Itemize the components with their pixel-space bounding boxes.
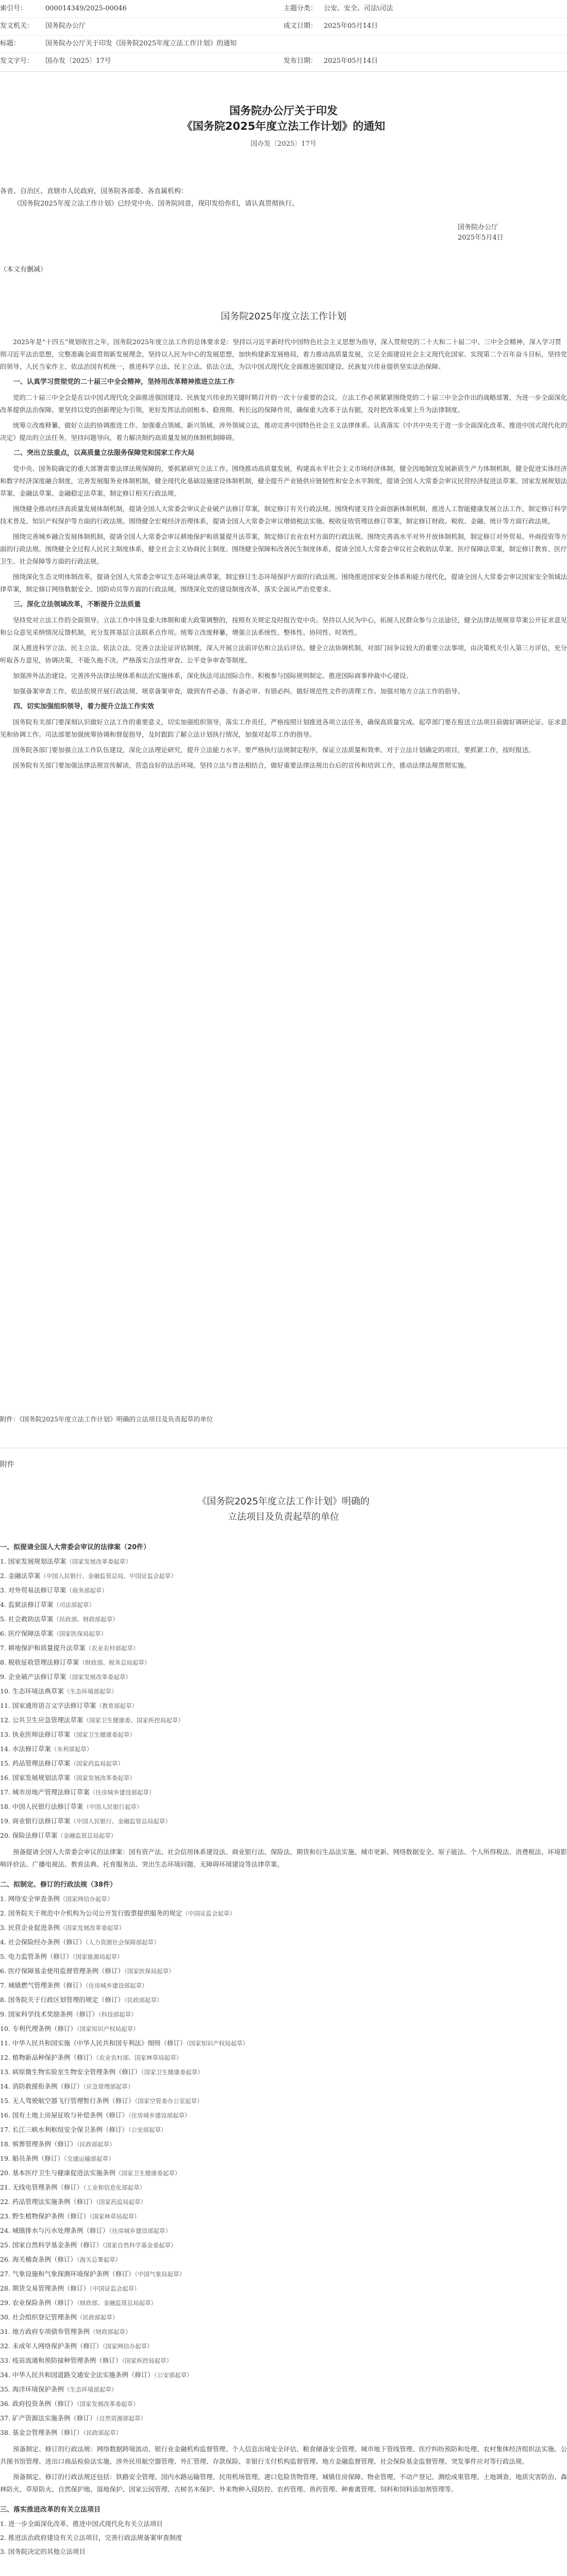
notice-signer: 国务院办公厅 [458,224,498,231]
annex-item-title: 27. 气象设施和气象探测环境保护条例（修订） [0,2270,135,2278]
annex-item-title: 2. 推进法治政府建设有关立法项目，完善行政法规备案审查制度 [0,2534,182,2541]
annex-item-drafter: （中国证监会起草） [89,2285,140,2292]
annex-item-drafter: （民政部、财政部起草） [53,1616,119,1623]
annex-item-title: 35. 海洋环境保护条例 [0,2385,64,2393]
notice-title [0,103,567,134]
notice-text: 《国务院2025年度立法工作计划》已经党中央、国务院同意，现印发给你们，请认真贯彻执行。 [13,200,299,208]
annex-item-drafter: （财政部起草） [89,2328,131,2335]
annex-item-title: 34. 中华人民共和国道路交通安全法实施条例（修订） [0,2371,154,2379]
annex-list-item [0,1554,567,1569]
plan-intro: 2025年是“十四五”规划收官之年，国务院2025年度立法工作的总体要求是：坚持以习近平新时代中国特色社会主义思想为指导，深入贯彻党的二十大和二十届二中、三中全会精神，深入学习贯彻习近平法治思想，完整准确全面贯彻新发展理念，坚持以人民为中心的发展思想，加快构建新发展格局，着力推动高质量发展，立足全面建设社会主义现代化国家、实现第二个百年奋斗目标，坚持党的领导、人民当家作主、依法治国有机统一，推进科学立法、民主立法、依法立法，为以中国式现代化全面推进强国建设、民族复兴伟业提供坚实法治保障。 [0,338,567,370]
annex-list-item [0,2238,567,2252]
plan-body [0,336,567,775]
docno-value: 国办发〔2025〕17号 [45,57,111,65]
annex-item-drafter: （国家疾控局起草） [122,2357,173,2364]
annex-list-item [0,2094,567,2108]
annex-item-drafter: （民政部起草） [76,2141,115,2148]
annex-item-drafter: （海关总署起草） [76,2256,122,2263]
annex-item-title: 10. 生态环境法典草案 [0,1687,64,1695]
annex-item-title: 17. 长江三峡水利枢纽安全保卫条例（修订） [0,2126,128,2133]
notice-body [0,185,567,210]
annex-list-item [0,1699,567,1713]
annex-item-drafter: （金融监管总局起草） [57,1832,117,1839]
annex-group-heading: 三、落实推进改革的有关立法项目 [0,2506,101,2514]
annex-list-item [0,2339,567,2353]
annex-list-item [0,2368,567,2382]
annex-item-title: 28. 期货交易管理条例（修订） [0,2284,90,2292]
section-2-text-4: 围绕深化生态文明体制改革，提请全国人大常委会审议生态环境法典草案，制定修订生态环境保护方面的行政法规。围绕推进国家安全体系和能力现代化，提请全国人大常委会审议国家安全领域法律草案，制定修订网络数据安全、国防动员等方面的行政法规。围绕深化党的建设制度改革，落实全面从严治党要求。 [0,573,567,593]
annex-item-title: 19. 商业银行法修订草案 [0,1817,71,1825]
annex-item-drafter: （国家自然科学基金委起草） [102,2242,177,2249]
annex-list-item [0,1569,567,1583]
annex-item-drafter: （中国证监会起草） [182,1910,236,1917]
annex-item-title: 19. 船员条例（修订） [0,2155,64,2162]
annex-list-item [0,1727,567,1742]
annex-item-drafter: （自然资源部起草） [96,2415,147,2422]
section-3-text-2: 深入推进科学立法、民主立法、依法立法。完善立法论证评估制度，深入开展立法前评估和立法后评估。健全立法协调机制，对部门间争议较大的重要立法事项，由决策机关引入第三方评估，充分听取各方意见，协调决策，不能久拖不决。严格落实合法性审查、公平竞争审查等制度。 [0,644,567,664]
annex-item-drafter: （民政部起草） [83,2429,122,2436]
annex-list-item [0,2108,567,2123]
notice-addressee: 各省、自治区、直辖市人民政府，国务院各部委、各直属机构： [0,188,188,195]
annex-item-drafter: （民政部起草） [76,2314,119,2321]
annex-item-drafter: （民政部起草） [124,1996,163,2004]
annex-list-item [0,2007,567,2022]
annex-item-title: 4. 社会保险经办条例（修订） [0,1938,86,1946]
annex-item-drafter: （生态环境部起草） [63,1688,118,1695]
attachment-link[interactable]: 附件：《国务院2025年度立法工作计划》明确的立法项目及负责起草的单位 [0,1415,213,1423]
annex-list-item [0,2050,567,2065]
section-2-heading: 二、突出立法重点，以高质量立法服务保障党和国家工作大局 [13,449,195,457]
annex-group-note: 预备制定、修订的行政法规还包括：铁路安全管理、国内水路运输管理、民用机场管理、港口危险货物管理、城镇住房保障、物业管理、不动产登记、测绘成果管理、土地调查、地质灾害防治、森林防火、草原防火、自然保护地、湿地保护、国家公园管理、古树名木保护、外来物种入侵防控、农药管理、兽药管理、种畜禽管理、饲料和饲料添加剂管理等。 [0,2473,567,2493]
annex-list-item [0,2325,567,2339]
annex-item-drafter: （住房城乡建设部起草） [85,1982,148,1989]
annex-item-title: 30. 社会组织登记管理条例 [0,2313,77,2321]
annex-item-title: 13. 执业医师法修订草案 [0,1731,71,1738]
annex-item-title: 20. 保险法修订草案 [0,1832,58,1839]
annex-item-title: 21. 无线电管理条例（修订） [0,2183,84,2191]
section-1-text: 党的二十届三中全会是在以中国式现代化全面推进强国建设、民族复兴伟业的关键时期召开的一次十分重要的会议。立法工作必须紧紧围绕党的二十届三中全会作出的战略部署，为进一步全面深化改革提供法治保障。要坚持以党的创新理论为引领，更好发挥法治固根本、稳预期、利长远的保障作用，确保重大改革于法有据，及时把改革成果上升为法律制度。 [0,394,567,414]
annex-list-item [0,2123,567,2137]
annex-title-line-1: 《国务院2025年度立法工作计划》明确的 [197,1496,370,1507]
document-metadata [0,0,567,72]
date-label: 成文日期： [284,22,318,30]
annex-item-drafter: （教育部起草） [96,1702,138,1709]
annex-item-drafter: （国家医保局起草） [124,1968,175,1975]
annex-list-item [0,2180,567,2195]
annex-item-drafter: （国家知识产权局起草） [186,2040,249,2047]
annex-list-item [0,2310,567,2325]
annex-item-drafter: （水利部起草） [51,1745,93,1753]
annex-item-drafter: （住房城乡建设部起草） [128,2112,191,2119]
annex-item-title: 14. 水法修订草案 [0,1745,51,1753]
annex-list-item [0,1935,567,1950]
annex-list-item [0,1814,567,1828]
annex-item-title: 7. 耕地保护和质量提升法草案 [0,1644,86,1652]
annex-item-title: 12. 公共卫生应急管理法草案 [0,1716,84,1724]
annex-group-heading: 一、拟提请全国人大常委会审议的法律案（20件） [0,1544,151,1551]
annex-item-title: 2. 金融法草案 [0,1572,41,1580]
annex-item-drafter: （农业农村部起草） [85,1645,139,1652]
section-1-heading: 一、认真学习贯彻党的二十届三中全会精神，坚持用改革精神推进立法工作 [13,378,235,386]
annex-item-title: 1. 进一步全面深化改革、推进中国式现代化有关立法项目 [0,2520,163,2528]
annex-item-drafter: （财政部、税务总局起草） [79,1659,151,1666]
annex-list-item [0,1964,567,1978]
annex-list-item [0,1598,567,1612]
annex-item-title: 3. 民营企业促进条例 [0,1924,60,1931]
annex-list-item [0,1785,567,1800]
annex-item-title: 31. 地方政府专项债券管理条例 [0,2328,90,2335]
section-1-text-2: 统筹立改废释纂，做好立法的协调推进工作。加强重点领域、新兴领域、涉外领域立法，推动完善中国特色社会主义法律体系。认真落实《中共中央关于进一步全面深化改革、推进中国式现代化的决定》提出的立法任务，坚持问题导向，着力解决制约高质量发展的体制机制障碍。 [0,421,567,442]
annex-item-drafter: （国家卫生健康委起草） [115,2170,181,2177]
annex-item-drafter: （国家卫生健康委起草） [70,1731,136,1738]
annex-item-title: 1. 国家发展规划法草案 [0,1557,66,1565]
meta-row-4 [0,53,567,70]
annex-list-item [0,2252,567,2267]
annex-item-title: 7. 城镇燃气管理条例（修订） [0,1981,86,1989]
section-4-heading: 四、切实加强组织领导，着力提升立法工作实效 [13,703,155,710]
annex-item-title: 13. 病原微生物实验室生物安全管理条例（修订） [0,2068,141,2076]
section-4-text-3: 国务院有关部门要加强法律法规宣传解读，营造良好的法治环境。坚持立法与普法相结合，做好重要法律法规出台后的宣传和培训工作，推动法律法规贯彻实施。 [13,761,471,769]
annex-list-item [0,2022,567,2036]
notice-signature [458,223,504,243]
annex-item-title: 16. 国家发展规划法草案 [0,1774,71,1782]
public-note: （本文有删减） [0,266,47,274]
annex-item-title: 32. 未成年人网络保护条例（修订） [0,2342,103,2350]
annex-item-drafter: （公安部起草） [128,2126,167,2133]
annex-item-drafter: （科技部起草） [98,2011,137,2018]
annex-item-drafter: （人力资源社会保障部起草） [85,1939,160,1946]
annex-item-drafter: （工业和信息化部起草） [83,2184,146,2191]
annex-list-item [0,2411,567,2426]
annex-item-drafter: （国家药监局起草） [96,2198,147,2206]
annex-item-drafter: （国家发展改革委起草） [66,1673,131,1681]
annex-item-drafter: （国家医保局起草） [53,1630,107,1637]
annex-list-item [0,1828,567,1843]
annex-item-drafter: （司法部起草） [53,1601,95,1608]
annex-list-item [0,2137,567,2151]
notice-title-line-2: 《国务院2025年度立法工作计划》的通知 [181,120,386,132]
annex-item-title: 4. 监狱法修订草案 [0,1601,54,1608]
index-value: 000014349/2025-00046 [45,5,127,12]
annex-item-title: 29. 农业保险条例（修订） [0,2299,77,2307]
title-value: 国务院办公厅关于印发《国务院2025年度立法工作计划》的通知 [45,40,237,47]
annex-item-title: 38. 基金会管理条例（修订） [0,2429,84,2436]
annex-list-item [0,2382,567,2397]
annex-list-item [0,1641,567,1655]
annex-list-item [0,2296,567,2310]
annex-item-drafter: （公安部起草） [154,2371,193,2379]
annex-list-item [0,2036,567,2050]
annex-item-title: 8. 税收征收管理法修订草案 [0,1658,79,1666]
annex-item-drafter: （交通运输部起草） [63,2155,114,2162]
section-2-text: 党中央、国务院确定的重大部署需要法律法规保障的，要抓紧研究立法工作。围绕推动高质量发展，构建高水平社会主义市场经济体制，健全因地制宜发展新质生产力体制机制，健全促进实体经济和数字经济深度融合制度，完善发展服务业体制机制，健全现代化基础设施建设体制机制，健全提升产业链供应链韧性和安全水平制度，提请全国人大常委会审议民营经济促进法草案、国家发展规划法草案、金融法草案、金融稳定法草案，制定修订相关行政法规。 [0,465,567,497]
annex-item-title: 2. 国务院关于规范中介机构为公司公开发行股票提供服务的规定 [0,1909,182,1917]
section-2-text-2: 围绕健全推动经济高质量发展体制机制，提请全国人大常委会审议企业破产法修订草案，制定修订有关行政法规。围绕构建支持全面创新体制机制，推进人工智能健康发展立法工作，制定修订科学技术普及、知识产权保护等方面的行政法规。围绕健全宏观经济治理体系，提请全国人大常委会审议增值税法实施、税收征收管理法修订草案，制定修订财政、税收、金融、统计等方面行政法规。 [0,505,567,525]
annex-item-title: 6. 医疗保障基金使用监督管理条例（修订） [0,1967,124,1975]
annex-list-item [0,1978,567,1993]
annex-item-title: 11. 中华人民共和国实施《中华人民共和国专利法》细则（修订） [0,2039,187,2047]
annex-item-title: 24. 城镇排水与污水处理条例（修订） [0,2227,109,2234]
annex-group-heading: 二、拟制定、修订的行政法规（38件） [0,1881,117,1889]
annex-item-drafter: （住房城乡建设部起草） [109,2227,172,2234]
annex-group-note: 预备制定、修订的行政法规：网络数据跨境流动、银行业金融机构监督管理、个人信息出境安全评估、粮食储备安全管理、城市地下管线管理、医疗纠纷预防和处理、农村集体经济组织法实施、公共图书馆管理、进出口商品检验法实施、涉外民用航空器管理、外汇管理、存款保险、非银行支付机构监督管理、地方金融监督管理、社会保险基金监督管理、突发事件应对等行政法规。 [0,2445,567,2465]
annex-item-title: 11. 国家通用语言文字法修订草案 [0,1702,96,1709]
annex-item-title: 23. 野生植物保护条例（修订） [0,2212,90,2220]
annex-list-item [0,1921,567,1935]
annex-list-item [0,1993,567,2007]
annex-list-item [0,1892,567,1906]
annex-item-drafter: （国家发展改革委起草） [66,1558,131,1565]
annex-list-item [0,1950,567,1964]
annex-item-drafter: （国家发展改革委起草） [76,2400,139,2408]
annex-item-drafter: （农业农村部、国家林草局起草） [96,2054,182,2061]
meta-row-2 [0,18,567,36]
annex-item-title: 15. 无人驾驶航空器飞行管理暂行条例（修订） [0,2097,135,2105]
annex-list-item [0,2353,567,2368]
issuer-label: 发文机关： [0,22,34,30]
annex-item-drafter: （商务部起草） [66,1587,108,1594]
annex-item-title: 9. 国家科学技术奖励条例（修订） [0,2010,98,2018]
annex-item-title: 12. 植物新品种保护条例（修订） [0,2054,96,2061]
section-3-text-3: 加强涉外法治建设。完善涉外法律法规体系和法治实施体系，深化执法司法国际合作。积极参与国际规则制定。推进国际商事仲裁中心建设。 [13,672,413,680]
annex-item-title: 33. 疫苗流通和预防接种管理条例（修订） [0,2357,122,2364]
annex-list-item [0,2281,567,2296]
annex-item-drafter: （国家网信办起草） [102,2343,153,2350]
annex-item-title: 25. 国家自然科学基金条例（修订） [0,2241,103,2249]
annex-list-item [0,2224,567,2238]
section-2-text-3: 围绕完善城乡融合发展体制机制，提请全国人大常委会审议耕地保护和质量提升法草案，制定修订农业农村方面的行政法规。围绕完善高水平对外开放体制机制，制定修订对外贸易、外商投资等方面的行政法规。围绕健全全过程人民民主制度体系，健全社会主义协商民主制度。围绕健全保障和改善民生制度体系，提请全国人大常委会审议社会救助法草案、医疗保障法草案，制定修订教育、医疗卫生、社会保障等方面的行政法规。 [0,533,567,565]
annex-list-item [0,1713,567,1727]
annex-item-title: 6. 医疗保障法草案 [0,1630,54,1637]
section-3-heading: 三、深化立法领域改革，不断提升立法质量 [13,601,141,608]
annex-label: 附件 [0,1461,14,1469]
annex-item-title: 22. 药品管理法实施条例（修订） [0,2198,96,2206]
theme-value: 公安、安全、司法\司法 [324,5,393,12]
annex-list-item [0,2517,567,2531]
annex-item-title: 5. 电力监管条例（修订） [0,1953,73,1960]
annex-item-title: 3. 国务院决定的其他立法项目 [0,2548,86,2555]
annex-list-item [0,2545,567,2558]
annex-item-title: 26. 海关稽查条例（修订） [0,2256,77,2263]
notice-title-line-1: 国务院办公厅关于印发 [229,105,338,117]
annex-list-item [0,2531,567,2545]
annex-list-item [0,1684,567,1699]
annex-item-drafter: （国家林草局起草） [89,2213,140,2220]
pubdate-label: 发布日期： [284,57,318,65]
annex-group-note: 预备提请全国人大常委会审议的法律案：国有资产法、社会信用体系建设法、商业银行法、保险法、期货和衍生品法实施、城市更新、网络数据安全、原子能法、个人所得税法、消费税法、环境影响评价法、广播电视法、教育法典、托育服务法、突出生态环境问题、无障碍环境建设等法律草案。 [0,1848,567,1868]
annex-item-drafter: （国家卫生健康委起草） [141,2069,204,2076]
annex-item-drafter: （国家药监局起草） [70,1760,124,1767]
annex-item-title: 37. 矿产资源法实施条例（修订） [0,2414,96,2422]
annex-list-item [0,1800,567,1814]
notice-sign-date: 2025年5月4日 [458,234,504,242]
annex-item-drafter: （住房城乡建设部起草） [89,1789,155,1796]
annex-item-title: 8. 国务院关于行政区划管理的规定（修订） [0,1996,124,2004]
annex-item-title: 36. 政府投资条例（修订） [0,2400,77,2408]
annex-item-title: 20. 基本医疗卫生与健康促进法实施条例 [0,2169,115,2177]
annex-list-item [0,1626,567,1641]
docno-label: 发文字号： [0,57,34,65]
annex-item-title: 10. 专利代理条例（修订） [0,2025,77,2032]
annex-item-title: 16. 国有土地上房屋征收与补偿条例（修订） [0,2111,128,2119]
section-3-text: 坚持党对立法工作的全面领导。立法工作中涉及重大体制和重大政策调整的，按照有关规定及时报告党中央。坚持以人民为中心，拓展人民群众参与立法途径，健全法律法规规章草案公开征求意见和公众意见采纳情况反馈机制，充分发挥基层立法联系点作用。统筹立改废释纂，增强立法系统性、整体性、协同性、时效性。 [0,616,567,636]
date-value: 2025年05月14日 [324,22,378,30]
title-label: 标题： [0,40,21,47]
plan-title: 国务院2025年度立法工作计划 [221,311,346,322]
annex-item-title: 5. 社会救助法草案 [0,1615,54,1623]
annex-item-title: 15. 药品管理法修订草案 [0,1759,71,1767]
annex-item-title: 1. 网络安全审查条例 [0,1895,60,1903]
annex-item-drafter: （国家卫生健康委、国家疾控局起草） [83,1717,184,1724]
issuer-value: 国务院办公厅 [45,22,86,30]
annex-item-title: 18. 殡葬管理条例（修订） [0,2140,77,2148]
annex-item-drafter: （国家网信办起草） [59,1895,113,1903]
section-4-text: 国务院有关部门要深刻认识做好立法工作的重要意义，切实加强组织领导，落实工作责任，严格按照计划推进各项立法任务，确保高质量完成。起草部门要在报送立法项目前做好调研论证、征求意见和协调工作。司法部要加强统筹协调和督促指导，及时跟踪了解立法计划执行情况，加强对起草工作的指导。 [0,718,567,738]
annex-list-item [0,2079,567,2094]
annex-title-line-2: 立法项目及负责起草的单位 [228,1512,339,1522]
annex-item-drafter: （国家能源局起草） [72,1953,123,1960]
meta-row-3 [0,35,567,53]
annex-item-drafter: （中国人民银行、金融监管总局、中国证监会起草） [40,1572,177,1580]
annex-list-item [0,2151,567,2166]
annex-item-title: 17. 城市房地产管理法修订草案 [0,1788,90,1796]
section-4-text-2: 国务院各部门要加强立法工作队伍建设，深化立法理论研究，提升立法能力水平。要严格执行法规制定程序，保证立法质量和效率。对于立法计划确定的项目，要抓紧工作，按时报送。 [13,746,535,754]
annex-item-drafter: （应急管理部起草） [83,2083,134,2090]
annex-item-drafter: （国家发展改革委起草） [59,1924,125,1931]
theme-label: 主题分类： [284,5,318,12]
annex-item-drafter: （国家知识产权局起草） [76,2025,139,2032]
annex-list [0,1540,567,2558]
annex-item-title: 14. 消防救援衔条例（修订） [0,2082,84,2090]
annex-list-item [0,2209,567,2224]
pubdate-value: 2025年05月14日 [324,57,378,65]
annex-list-item [0,1583,567,1598]
annex-list-item [0,1906,567,1921]
annex-item-drafter: （国家空管委办公室起草） [135,2097,203,2105]
annex-title [0,1494,567,1525]
annex-list-item [0,1742,567,1756]
annex-item-drafter: （中国人民银行起草） [83,1803,143,1810]
annex-list-item [0,2426,567,2440]
notice-doc-number: 国办发〔2025〕17号 [251,140,316,148]
annex-item-drafter: （国家发展改革委起草） [70,1774,136,1782]
annex-list-item [0,2065,567,2079]
annex-list-item [0,1771,567,1785]
annex-list-item [0,2166,567,2180]
annex-item-title: 3. 对外贸易法修订草案 [0,1586,66,1594]
annex-list-item [0,2397,567,2411]
annex-item-drafter: （财政部、金融监管总局起草） [76,2299,157,2307]
annex-item-drafter: （生态环境部起草） [63,2386,118,2393]
notice-header [0,103,567,148]
meta-row-1 [0,0,567,18]
annex-item-drafter: （中国气象局起草） [135,2270,186,2278]
section-3-text-4: 加强备案审查工作。依法依规开展行政法规、规章备案审查，做到有件必备、有备必审、有错必纠。做好规范性文件的清理工作。加强对地方立法工作的指导。 [13,687,464,695]
annex-list-item [0,1670,567,1684]
annex-list-item [0,1612,567,1626]
annex-list-item [0,1655,567,1670]
annex-list-item [0,2267,567,2281]
annex-list-item [0,2195,567,2209]
annex-item-title: 9. 企业破产法修订草案 [0,1673,66,1681]
annex-item-title: 18. 中国人民银行法修订草案 [0,1803,84,1810]
annex-list-item [0,1756,567,1771]
annex-item-drafter: （中国人民银行、金融监管总局起草） [70,1818,171,1825]
index-label: 索引号： [0,5,27,12]
